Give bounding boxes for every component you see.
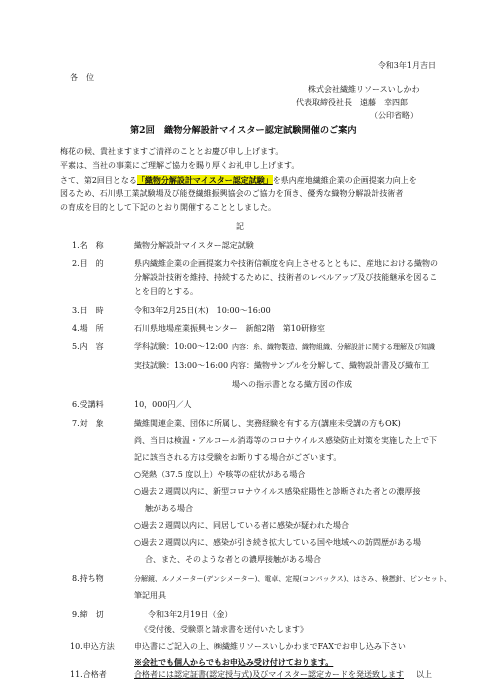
item-target-label: 7.対 象	[72, 419, 104, 428]
practical-exam-desc-2: 場への指示書となる織方図の作成	[232, 380, 352, 389]
intro-line-3-post: を県内産地繊維企業の企画提案力向上を	[272, 176, 417, 185]
item-deadline-label: 9.締 切	[72, 610, 104, 619]
document-title: 第2回 織物分解設計マイスター認定試験開催のご案内	[130, 125, 357, 136]
condition-fever: ○発熱（37.5 度以上）や咳等の症状がある場合	[134, 470, 306, 479]
practical-exam-time: 実技試験：13:00～16:00	[134, 361, 229, 370]
item-purpose-line-3: とを目的とする。	[134, 287, 198, 296]
seal-note: （公印省略）	[370, 111, 418, 120]
item-apply-value: 申込書にご記入の上、㈱繊維リソースいしかわまでFAXでお申し込み下さい	[134, 642, 406, 651]
theory-exam-desc: 内容：糸、織物製造、織物組織、分解設計に関する理解及び知識	[232, 343, 435, 351]
condition-contact-positive: ○過去２週間以内に、新型コロナウイルス感染症陽性と診断された者との濃厚接	[134, 487, 421, 496]
intro-line-4: 図るため、石川県工業試験場及び能登繊維振興協会のご協力を頂き、優秀な織物分解設計技術者	[60, 189, 404, 198]
condition-contact-positive-cont: 触がある場合	[145, 504, 193, 513]
item-belongings-label: 8.持ち物	[72, 574, 104, 583]
item-deadline-value: 令和3年2月19日（金）	[148, 610, 233, 619]
intro-line-3	[60, 176, 417, 185]
intro-line-1: 梅花の候、貴社ますますご清祥のこととお慶び申し上げます。	[60, 147, 284, 156]
item-target-line-2: 尚、当日は検温・アルコール消毒等のコロナウイルス感染防止対策を実施した上で下	[134, 436, 438, 445]
item-purpose-line-2: 分解設計技術を維持、持続するために、技術者のレベルアップ及び技能継承を図るこ	[134, 273, 438, 282]
intro-line-3-pre: さて、第2回目となる	[60, 176, 137, 185]
intro-line-2: 平素は、当社の事業にご理解ご協力を賜り厚くお礼申し上げます。	[60, 161, 300, 170]
item-datetime-value: 令和3年2月25日(木) 10:00～16:00	[134, 306, 271, 315]
item-apply-label: 10.申込方法	[70, 642, 115, 651]
item-name-label: 1.名 称	[72, 241, 104, 250]
item-name-value: 織物分解設計マイスター認定試験	[134, 241, 254, 250]
condition-travel-history-cont: 合、また、そのような者との濃厚接触がある場合	[145, 555, 321, 564]
item-apply-note: ※会社でも個人からでもお申込み受け付けております。	[134, 657, 334, 667]
item-datetime-label: 3.日 時	[72, 306, 104, 315]
sender-company: 株式会社繊維リソースいしかわ	[308, 85, 420, 94]
item-place-value: 石川県地場産業振興センター 新館2階 第10研修室	[134, 324, 325, 333]
item-belongings-line-1: 分解鏡、ルノメーター(デンシメーター)、電卓、定規(コンパックス)、はさみ、検撚針、ピンセット、	[134, 575, 452, 583]
item-fee-label: 6.受講料	[72, 400, 104, 409]
item-target-line-1: 織維関連企業、団体に所属し、実務経験を有する方(講座未受講の方もOK)	[134, 419, 401, 428]
sender-representative: 代表取締役社長 遠藤 幸四郎	[296, 98, 408, 107]
item-place-label: 4.場 所	[72, 324, 104, 333]
intro-line-5: の育成を目的として下記のとおり開催することとしました。	[60, 203, 276, 212]
item-pass-value: 合格者には認定証書(認定授与式)及びマイスター認定カードを発送致します	[134, 670, 404, 679]
exam-name-highlight: 「織物分解設計マイスター認定試験」	[136, 175, 273, 185]
addressee: 各 位	[70, 73, 94, 82]
theory-exam-time: 学科試験：10:00～12:00	[134, 342, 229, 351]
item-belongings-line-2: 筆記用具	[134, 591, 166, 600]
condition-household-suspected: ○過去２週間以内に、同居している者に感染が疑われた場合	[134, 521, 349, 530]
practical-exam-desc: 内容：織物サンプルを分解して、織物設計書及び織布工	[230, 361, 430, 370]
document-date: 令和3年1月吉日	[377, 61, 436, 70]
item-fee-value: 10，000円／人	[134, 400, 192, 409]
item-purpose-label: 2.目 的	[72, 259, 104, 268]
item-content-label: 5.内 容	[72, 342, 104, 351]
ki-heading: 記	[236, 222, 244, 231]
closing-ijo: 以上	[416, 670, 432, 679]
item-purpose-line-1: 県内繊維企業の企画提案力や技術信頼度を向上させるとともに、産地における織物の	[134, 259, 438, 268]
condition-travel-history: ○過去２週間以内に、感染が引き続き拡大している国や地域への訪問歴がある場	[134, 538, 421, 547]
item-target-line-3: 記に該当される方は受験をお断りする場合がございます。	[134, 453, 342, 462]
item-pass-label: 11.合格者	[70, 670, 107, 679]
item-deadline-note: 《受付後、受験票と請求書を送付いたします》	[140, 625, 308, 634]
